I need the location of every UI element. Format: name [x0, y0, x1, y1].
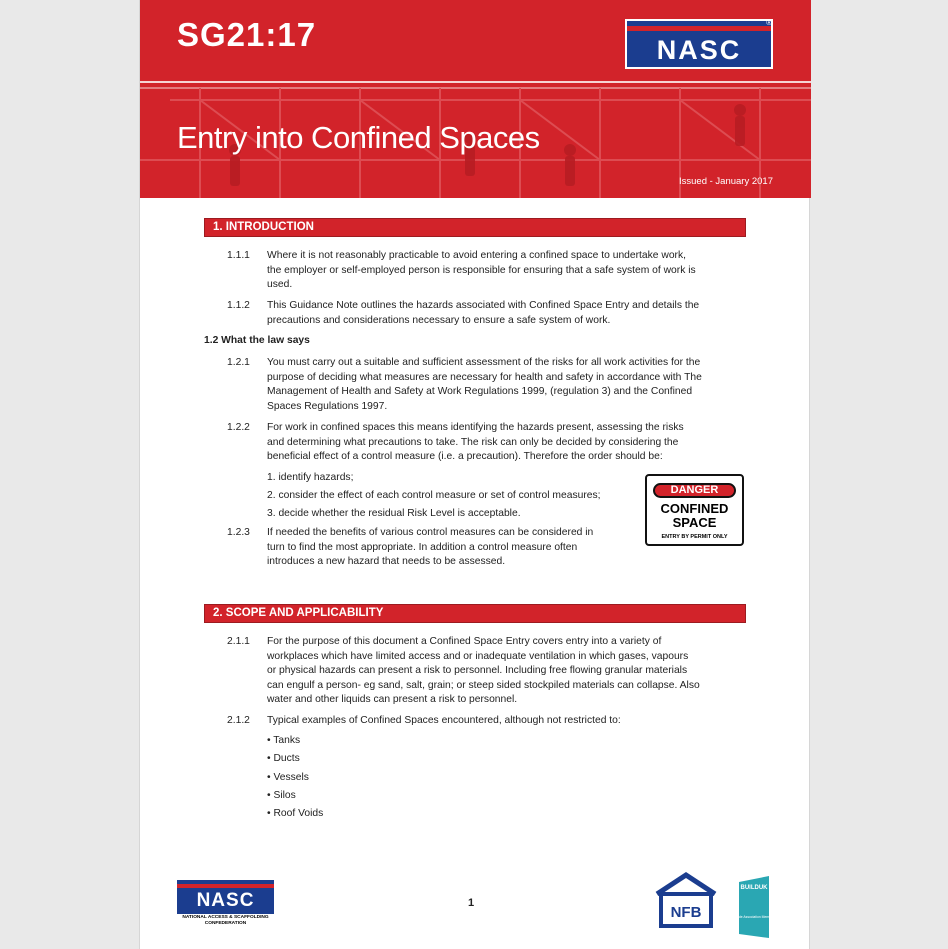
- order-list: [267, 469, 601, 523]
- paragraph-1-1-2: This Guidance Note outlines the hazards associated with Confined Space Entry and details the precautions and considerations necessary to ensure a safe system of work.: [267, 300, 700, 326]
- sign-permit-text: ENTRY BY PERMIT ONLY: [661, 534, 728, 540]
- order-list-item: 3. decide whether the residual Risk Level is acceptable.: [267, 508, 521, 519]
- paragraph-1-1-1: Where it is not reasonably practicable to avoid entering a confined space to undertake work, the employer or self-employed person is responsible for ensuring that a safe system of work is used.: [267, 250, 696, 291]
- footer-nasc-logo: [177, 880, 274, 928]
- paragraph-1-2-3: If needed the benefits of various control measures can be considered in turn to find the most appropriate. In addition a control measure often introduces a new hazard that needs to be assessed.: [267, 527, 594, 568]
- builduk-subtext: Trade Association Member: [733, 915, 775, 919]
- examples-list: [267, 732, 323, 823]
- builduk-text: BUILDUK: [740, 885, 768, 891]
- issue-date: Issued - January 2017: [678, 176, 773, 187]
- paragraph-number: 1.1.2: [227, 300, 250, 311]
- paragraph-2-1-2: Typical examples of Confined Spaces encountered, although not restricted to:: [267, 715, 621, 726]
- paragraph-number: 1.2.1: [227, 357, 250, 368]
- registered-mark: ®: [766, 18, 772, 27]
- danger-label: DANGER: [653, 483, 736, 498]
- section-heading-scope: 2. SCOPE AND APPLICABILITY: [204, 604, 746, 623]
- subheading-law: 1.2 What the law says: [204, 335, 310, 346]
- list-item: • Ducts: [267, 753, 300, 765]
- order-list-item: 1. identify hazards;: [267, 472, 354, 483]
- document-code: SG21:17: [177, 16, 317, 53]
- paragraph-number: 1.1.1: [227, 250, 250, 261]
- order-list-item: 2. consider the effect of each control measure or set of control measures;: [267, 490, 601, 501]
- danger-confined-space-sign: [645, 474, 744, 546]
- sign-text: CONFINED SPACE: [660, 501, 729, 530]
- footer-nasc-full-name: NATIONAL ACCESS & SCAFFOLDING CONFEDERATION: [182, 915, 269, 926]
- header-banner: [140, 0, 811, 198]
- paragraph-number: 2.1.1: [227, 636, 250, 647]
- footer-nasc-text: NASC: [196, 890, 255, 911]
- paragraph-1-2-2: For work in confined spaces this means identifying the hazards present, assessing the risks and determining what precautions to take. The risk can only be decided by considering the beneficial effect of a control measure (i.e. a precaution). Therefore the order should be:: [267, 422, 684, 463]
- builduk-logo: [733, 874, 775, 940]
- paragraph-number: 1.2.3: [227, 527, 250, 538]
- list-item: • Tanks: [267, 735, 301, 746]
- nfb-text: NFB: [670, 904, 702, 921]
- nfb-logo: [653, 872, 719, 930]
- list-item: • Vessels: [267, 771, 309, 783]
- paragraph-2-1-1: For the purpose of this document a Confined Space Entry covers entry into a variety of workplaces which have limited access and or inadequate ventilation in which gases, vapours or physical hazards can present a risk to personnel. Including free flowing granular materials can engulf a person- eg sand, salt, grain; or steep sided stockpiled materials can collapse. Also water and other liquids can present a risk to personnel.: [267, 636, 700, 706]
- list-item: • Roof Voids: [267, 808, 324, 820]
- page-number: 1: [468, 897, 475, 909]
- paragraph-1-2-1: You must carry out a suitable and sufficient assessment of the risks for all work activities for the purpose of deciding what measures are necessary for health and safety in accordance with The Management of Health and Safety at Work Regulations 1999, (regulation 3) and the Confined Spaces Regulations 1997.: [267, 357, 702, 412]
- nasc-logo: [625, 19, 773, 69]
- list-item: • Silos: [267, 789, 296, 801]
- nasc-logo-text: NASC: [656, 35, 742, 65]
- document-page: [139, 0, 810, 949]
- section-heading-introduction: 1. INTRODUCTION: [204, 218, 746, 237]
- document-title: Entry into Confined Spaces: [177, 120, 540, 155]
- paragraph-number: 1.2.2: [227, 422, 250, 433]
- paragraph-number: 2.1.2: [227, 715, 250, 726]
